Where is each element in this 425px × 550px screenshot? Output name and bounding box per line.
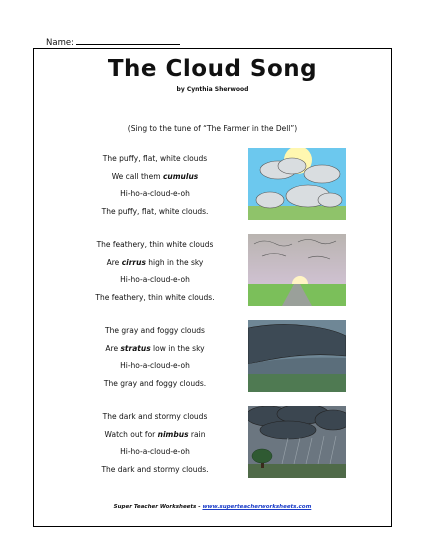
verse-line: The dark and stormy clouds (102, 412, 208, 421)
verse-line: Watch out for nimbus rain (104, 429, 206, 439)
footer-brand: Super Teacher Worksheets (113, 504, 197, 510)
verse-line: We call them cumulus (111, 171, 199, 181)
cloud-keyword: cirrus (121, 257, 146, 267)
verse-line: Hi-ho-a-cloud-e-oh (120, 361, 190, 370)
verse-cirrus (80, 236, 230, 306)
stratus-cloud-illustration (248, 320, 346, 392)
cloud-keyword: stratus (120, 343, 151, 353)
cloud-keyword: cumulus (162, 171, 199, 181)
verse-line: Hi-ho-a-cloud-e-oh (120, 189, 190, 198)
author-byline: by Cynthia Sherwood (176, 86, 249, 93)
cirrus-cloud-illustration (248, 234, 346, 306)
verse-line: Hi-ho-a-cloud-e-oh (120, 275, 190, 284)
verse-line: Are stratus low in the sky (105, 343, 205, 353)
verse-line: The puffy, flat, white clouds (102, 154, 208, 163)
footer-website-link[interactable]: www.superteacherworksheets.com (202, 504, 312, 510)
verse-stratus (80, 322, 230, 392)
verse-line: The gray and foggy clouds. (103, 378, 207, 388)
name-blank-line[interactable] (76, 36, 180, 45)
verse-line: The dark and stormy clouds. (101, 464, 209, 474)
nimbus-cloud-illustration (248, 406, 346, 478)
verse-line: The gray and foggy clouds (105, 326, 205, 335)
verse-cumulus (80, 150, 230, 220)
name-field[interactable] (46, 36, 180, 48)
verse-line: Hi-ho-a-cloud-e-oh (120, 447, 190, 456)
verse-nimbus (80, 408, 230, 478)
cumulus-cloud-illustration (248, 148, 346, 220)
tune-note: (Sing to the tune of “The Farmer in the Dell”) (127, 124, 298, 133)
page-title: The Cloud Song (107, 56, 318, 82)
footer: Super Teacher Worksheets - www.superteacherworksheets.com (113, 504, 312, 510)
verse-line: The feathery, thin white clouds. (95, 292, 215, 302)
name-label: Name: (46, 38, 74, 48)
verse-line: The feathery, thin white clouds (96, 240, 214, 249)
verse-line: Are cirrus high in the sky (106, 257, 204, 267)
cloud-keyword: nimbus (157, 429, 189, 439)
verse-line: The puffy, flat, white clouds. (101, 206, 209, 216)
